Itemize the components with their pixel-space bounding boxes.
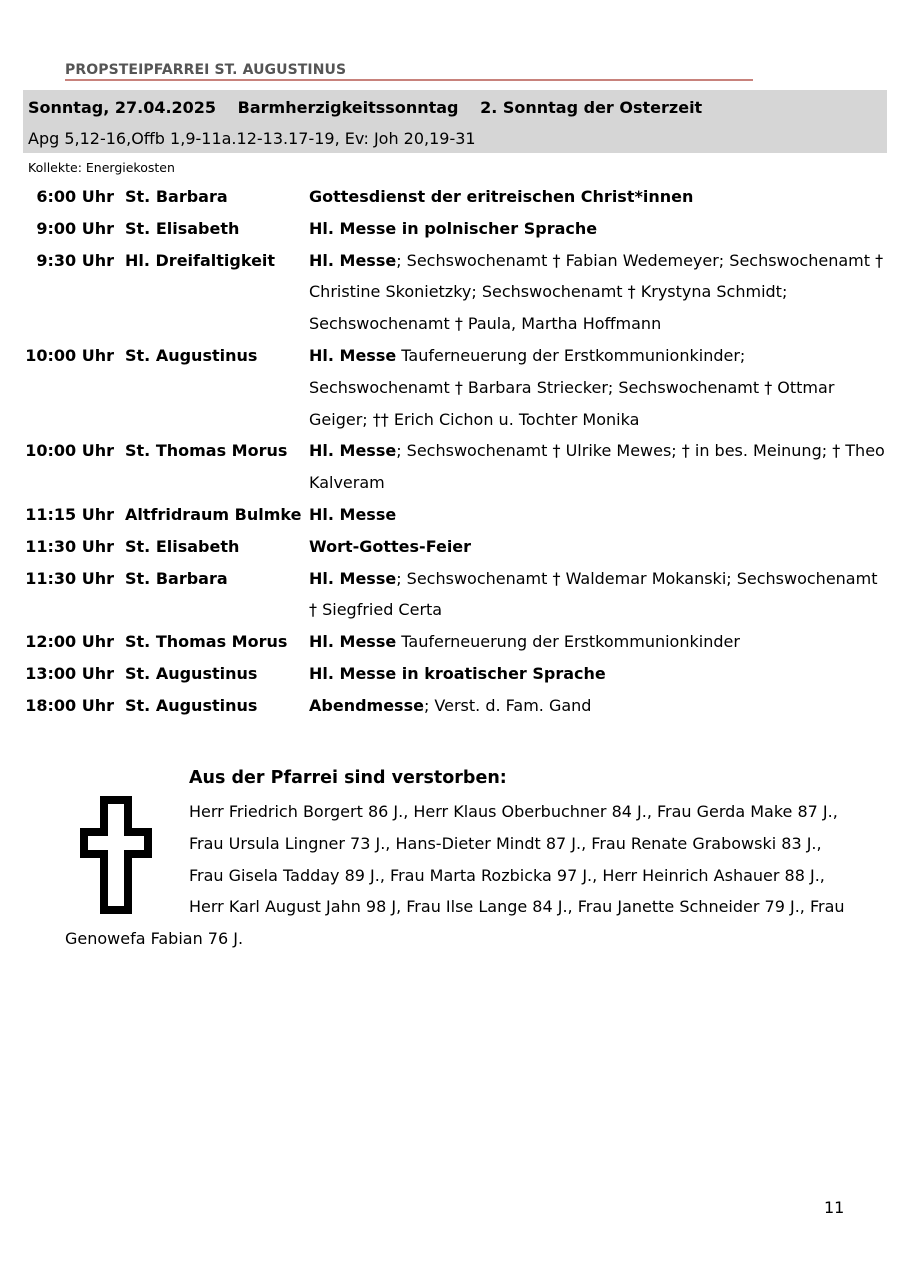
- service-list: [0, 181, 909, 722]
- service-detail: Tauferneuerung der Erstkommunionkinder: [396, 632, 740, 652]
- service-row: [0, 181, 909, 213]
- service-title: Hl. Messe: [309, 568, 397, 588]
- service-title: Hl. Messe in kroatischer Sprache: [309, 663, 606, 683]
- day-name: Barmherzigkeitssonntag: [237, 98, 459, 117]
- service-description: [309, 626, 889, 658]
- service-church: St. Augustinus: [125, 695, 258, 715]
- service-church: St. Augustinus: [125, 663, 258, 683]
- service-title: Hl. Messe: [309, 441, 397, 461]
- service-title: Hl. Messe: [309, 504, 397, 524]
- service-title: Hl. Messe: [309, 632, 397, 652]
- service-row: [0, 340, 909, 435]
- collection-value: Energiekosten: [85, 160, 175, 175]
- service-row: [0, 213, 909, 245]
- service-time: 11:30 Uhr: [25, 568, 114, 588]
- service-church: St. Barbara: [125, 568, 228, 588]
- deceased-names: Herr Friedrich Borgert 86 J., Herr Klaus Oberbuchner 84 J., Frau Gerda Make 87 J., Frau Ursula Lingner 73 J., Hans-Dieter Mindt 87 J., Frau Renate Grabowski 83 J., Frau Gisela Tadday 89 J., Frau Marta Rozbicka 97 J., Herr Heinrich Ashauer 88 J., Herr Karl August Jahn 98 J, Frau Ilse Lange 84 J., Frau Janette Schneider 79 J., Frau Genowefa Fabian 76 J.: [65, 802, 845, 949]
- service-title: Hl. Messe: [309, 345, 397, 365]
- service-time: 9:30 Uhr: [36, 250, 114, 270]
- service-description: [309, 245, 889, 340]
- service-church: Hl. Dreifaltigkeit: [125, 250, 276, 270]
- service-time: 13:00 Uhr: [25, 663, 114, 683]
- service-description: [309, 563, 889, 627]
- service-church: St. Thomas Morus: [125, 632, 288, 652]
- service-description: [309, 531, 889, 563]
- service-time: 12:00 Uhr: [25, 632, 114, 652]
- service-title: Abendmesse: [309, 695, 424, 715]
- service-description: [309, 690, 889, 722]
- service-church: St. Thomas Morus: [125, 441, 288, 461]
- service-row: [0, 690, 909, 722]
- page-number: 11: [824, 1198, 845, 1217]
- deceased-list: [65, 796, 855, 955]
- cross-spacer: [65, 796, 189, 916]
- service-church: St. Barbara: [125, 187, 228, 206]
- day-header-box: [23, 90, 887, 153]
- service-detail: ; Sechswochenamt † Waldemar Mokanski; Sechswochenamt † Siegfried Certa: [309, 568, 878, 620]
- service-title: Hl. Messe in polnischer Sprache: [309, 218, 598, 238]
- service-title: Wort-Gottes-Feier: [309, 536, 472, 556]
- service-church: St. Elisabeth: [125, 218, 240, 238]
- service-time: 6:00 Uhr: [36, 187, 114, 206]
- service-church: Altfridraum Bulmke: [125, 504, 302, 524]
- service-detail: ; Sechswochenamt † Fabian Wedemeyer; Sechswochenamt † Christine Skonietzky; Sechswochenamt † Krystyna Schmidt; Sechswochenamt † Paula, Martha Hoffmann: [309, 250, 884, 334]
- service-description: [309, 340, 889, 435]
- service-row: [0, 626, 909, 658]
- parish-header: PROPSTEIPFARREI ST. AUGUSTINUS: [65, 62, 753, 81]
- service-row: [0, 658, 909, 690]
- service-time: 18:00 Uhr: [25, 695, 114, 715]
- service-time: 11:30 Uhr: [25, 536, 114, 556]
- service-description: [309, 181, 889, 213]
- service-detail: ; Sechswochenamt † Ulrike Mewes; † in bes. Meinung; † Theo Kalveram: [309, 441, 885, 493]
- day-liturgical: 2. Sonntag der Osterzeit: [480, 98, 703, 117]
- service-row: [0, 563, 909, 627]
- service-church: St. Augustinus: [125, 345, 258, 365]
- deceased-title: Aus der Pfarrei sind verstorben:: [189, 768, 507, 788]
- service-description: [309, 435, 889, 499]
- service-description: [309, 499, 889, 531]
- day-readings: Apg 5,12-16,Offb 1,9-11a.12-13.17-19, Ev: Joh 20,19-31: [28, 129, 476, 148]
- service-row: [0, 499, 909, 531]
- service-detail: ; Verst. d. Fam. Gand: [423, 695, 592, 715]
- service-title: Hl. Messe: [309, 250, 397, 270]
- collection-label: Kollekte:: [28, 160, 82, 175]
- service-time: 10:00 Uhr: [25, 441, 114, 461]
- collection-note: [28, 160, 175, 175]
- service-description: [309, 658, 889, 690]
- service-time: 9:00 Uhr: [36, 218, 114, 238]
- service-detail: Tauferneuerung der Erstkommunionkinder; Sechswochenamt † Barbara Striecker; Sechswochenamt † Ottmar Geiger; †† Erich Cichon u. Tochter Monika: [309, 345, 835, 429]
- day-date: Sonntag, 27.04.2025: [28, 98, 217, 117]
- service-time: 10:00 Uhr: [25, 345, 114, 365]
- service-row: [0, 531, 909, 563]
- service-title: Gottesdienst der eritreischen Christ*innen: [309, 187, 694, 206]
- service-time: 11:15 Uhr: [25, 504, 114, 524]
- service-row: [0, 245, 909, 340]
- service-description: [309, 213, 889, 245]
- day-title-line: [28, 98, 718, 117]
- service-church: St. Elisabeth: [125, 536, 240, 556]
- service-row: [0, 435, 909, 499]
